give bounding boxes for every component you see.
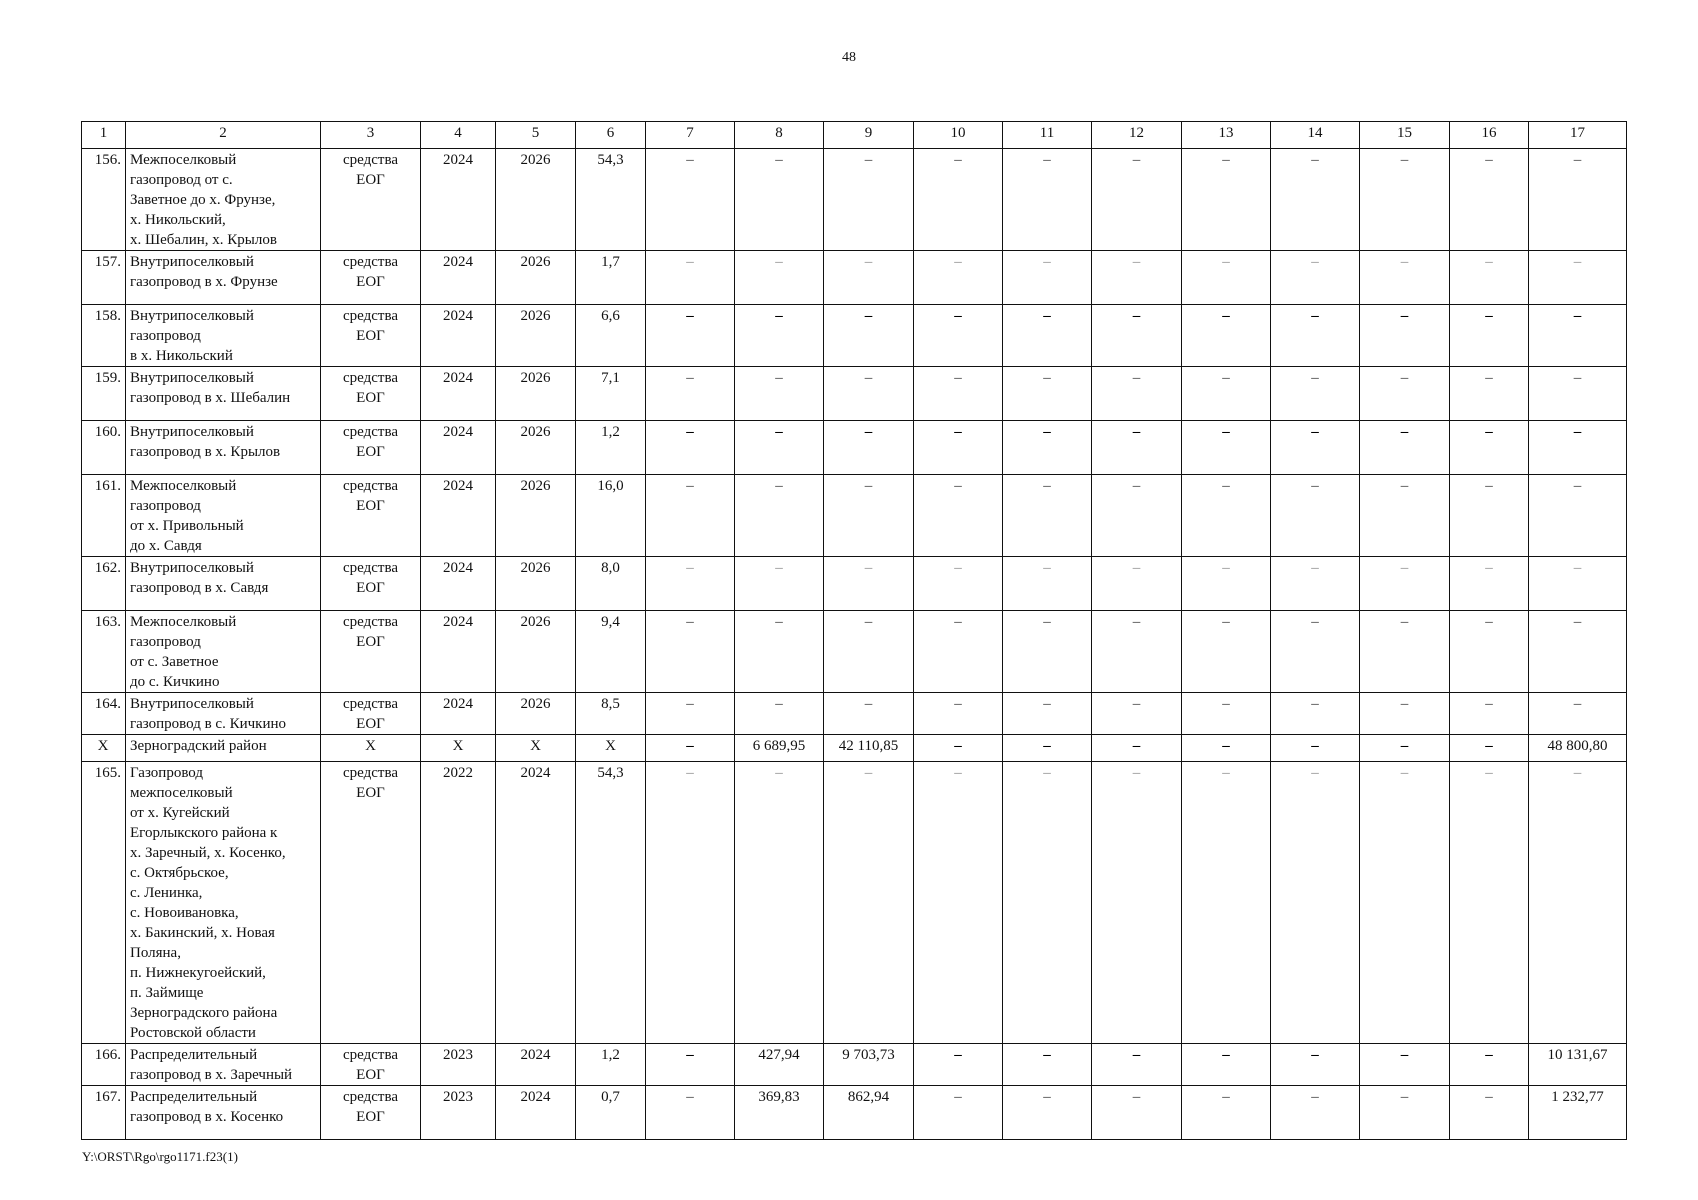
start-year: 2024 bbox=[421, 367, 496, 421]
col-14: – bbox=[1271, 305, 1360, 367]
col-12: – bbox=[1092, 367, 1182, 421]
col-11: – bbox=[1003, 735, 1092, 762]
column-header: 3 bbox=[321, 122, 421, 149]
col-11: – bbox=[1003, 149, 1092, 251]
length: 16,0 bbox=[576, 475, 646, 557]
end-year: 2026 bbox=[496, 693, 576, 735]
col-11: – bbox=[1003, 367, 1092, 421]
col-8: 369,83 bbox=[735, 1086, 824, 1140]
row-number: 158. bbox=[82, 305, 126, 367]
col-13: – bbox=[1182, 305, 1271, 367]
col-11: – bbox=[1003, 251, 1092, 305]
col-15: – bbox=[1360, 611, 1450, 693]
column-header: 11 bbox=[1003, 122, 1092, 149]
table-row bbox=[82, 305, 1627, 367]
col-8: – bbox=[735, 421, 824, 475]
column-header: 4 bbox=[421, 122, 496, 149]
col-10: – bbox=[914, 1044, 1003, 1086]
col-8: 427,94 bbox=[735, 1044, 824, 1086]
col-7: – bbox=[646, 762, 735, 1044]
col-17: – bbox=[1529, 421, 1627, 475]
col-10: – bbox=[914, 421, 1003, 475]
col-13: – bbox=[1182, 762, 1271, 1044]
col-16: – bbox=[1450, 251, 1529, 305]
start-year: 2024 bbox=[421, 475, 496, 557]
col-12: – bbox=[1092, 1044, 1182, 1086]
col-9: – bbox=[824, 762, 914, 1044]
col-15: – bbox=[1360, 305, 1450, 367]
col-14: – bbox=[1271, 762, 1360, 1044]
col-9: – bbox=[824, 149, 914, 251]
column-header: 14 bbox=[1271, 122, 1360, 149]
col-14: – bbox=[1271, 611, 1360, 693]
end-year: 2026 bbox=[496, 475, 576, 557]
col-17: – bbox=[1529, 149, 1627, 251]
length: 54,3 bbox=[576, 762, 646, 1044]
col-9: – bbox=[824, 693, 914, 735]
start-year: 2022 bbox=[421, 762, 496, 1044]
end-year: 2026 bbox=[496, 611, 576, 693]
column-header: 17 bbox=[1529, 122, 1627, 149]
table-row bbox=[82, 557, 1627, 611]
col-17: – bbox=[1529, 693, 1627, 735]
column-header: 8 bbox=[735, 122, 824, 149]
table-header bbox=[82, 122, 1627, 149]
column-header: 5 bbox=[496, 122, 576, 149]
funding-source: средства ЕОГ bbox=[321, 557, 421, 611]
col-7: – bbox=[646, 735, 735, 762]
col-17: – bbox=[1529, 367, 1627, 421]
col-15: – bbox=[1360, 1044, 1450, 1086]
col-16: – bbox=[1450, 1044, 1529, 1086]
length: 1,2 bbox=[576, 1044, 646, 1086]
col-13: – bbox=[1182, 1086, 1271, 1140]
col-14: – bbox=[1271, 693, 1360, 735]
col-15: – bbox=[1360, 475, 1450, 557]
col-12: – bbox=[1092, 693, 1182, 735]
start-year: 2024 bbox=[421, 693, 496, 735]
funding-source: X bbox=[321, 735, 421, 762]
col-12: – bbox=[1092, 305, 1182, 367]
header-row bbox=[82, 122, 1627, 149]
object-name: Межпоселковый газопровод от с. Заветное до с. Кичкино bbox=[126, 611, 321, 693]
object-name: Внутрипоселковый газопровод в с. Кичкино bbox=[126, 693, 321, 735]
table-body bbox=[82, 149, 1627, 1140]
col-15: – bbox=[1360, 251, 1450, 305]
funding-source: средства ЕОГ bbox=[321, 149, 421, 251]
funding-source: средства ЕОГ bbox=[321, 762, 421, 1044]
column-header: 1 bbox=[82, 122, 126, 149]
start-year: 2024 bbox=[421, 557, 496, 611]
col-9: – bbox=[824, 475, 914, 557]
data-table bbox=[81, 121, 1627, 1140]
col-8: – bbox=[735, 149, 824, 251]
start-year: 2024 bbox=[421, 251, 496, 305]
col-9: 862,94 bbox=[824, 1086, 914, 1140]
end-year: 2026 bbox=[496, 251, 576, 305]
object-name: Внутрипоселковый газопровод в х. Шебалин bbox=[126, 367, 321, 421]
col-14: – bbox=[1271, 1044, 1360, 1086]
col-7: – bbox=[646, 1044, 735, 1086]
col-8: – bbox=[735, 475, 824, 557]
col-10: – bbox=[914, 557, 1003, 611]
object-name: Внутрипоселковый газопровод в х. Крылов bbox=[126, 421, 321, 475]
col-7: – bbox=[646, 611, 735, 693]
col-9: 42 110,85 bbox=[824, 735, 914, 762]
object-name: Внутрипоселковый газопровод в х. Фрунзе bbox=[126, 251, 321, 305]
row-number: 163. bbox=[82, 611, 126, 693]
col-12: – bbox=[1092, 762, 1182, 1044]
col-14: – bbox=[1271, 475, 1360, 557]
col-13: – bbox=[1182, 557, 1271, 611]
col-13: – bbox=[1182, 475, 1271, 557]
start-year: 2023 bbox=[421, 1086, 496, 1140]
col-8: 6 689,95 bbox=[735, 735, 824, 762]
object-name: Межпоселковый газопровод от с. Заветное до х. Фрунзе, х. Никольский, х. Шебалин, х. Крылов bbox=[126, 149, 321, 251]
end-year: X bbox=[496, 735, 576, 762]
col-13: – bbox=[1182, 1044, 1271, 1086]
start-year: 2024 bbox=[421, 149, 496, 251]
col-14: – bbox=[1271, 251, 1360, 305]
col-7: – bbox=[646, 251, 735, 305]
table-row bbox=[82, 762, 1627, 1044]
col-11: – bbox=[1003, 1086, 1092, 1140]
length: 8,0 bbox=[576, 557, 646, 611]
table-row bbox=[82, 611, 1627, 693]
col-10: – bbox=[914, 305, 1003, 367]
row-number: 156. bbox=[82, 149, 126, 251]
col-9: – bbox=[824, 251, 914, 305]
col-10: – bbox=[914, 611, 1003, 693]
length: 54,3 bbox=[576, 149, 646, 251]
col-16: – bbox=[1450, 557, 1529, 611]
col-7: – bbox=[646, 149, 735, 251]
col-12: – bbox=[1092, 735, 1182, 762]
col-12: – bbox=[1092, 475, 1182, 557]
length: 7,1 bbox=[576, 367, 646, 421]
page-number: 48 bbox=[842, 50, 856, 65]
start-year: 2023 bbox=[421, 1044, 496, 1086]
row-number: 159. bbox=[82, 367, 126, 421]
col-10: – bbox=[914, 1086, 1003, 1140]
col-16: – bbox=[1450, 1086, 1529, 1140]
end-year: 2024 bbox=[496, 1086, 576, 1140]
col-17: – bbox=[1529, 475, 1627, 557]
table-row bbox=[82, 693, 1627, 735]
column-header: 10 bbox=[914, 122, 1003, 149]
col-11: – bbox=[1003, 421, 1092, 475]
col-9: – bbox=[824, 305, 914, 367]
length: 1,2 bbox=[576, 421, 646, 475]
col-15: – bbox=[1360, 367, 1450, 421]
start-year: 2024 bbox=[421, 611, 496, 693]
col-17: 10 131,67 bbox=[1529, 1044, 1627, 1086]
col-8: – bbox=[735, 611, 824, 693]
start-year: X bbox=[421, 735, 496, 762]
column-header: 12 bbox=[1092, 122, 1182, 149]
col-12: – bbox=[1092, 1086, 1182, 1140]
col-8: – bbox=[735, 251, 824, 305]
table-row bbox=[82, 149, 1627, 251]
col-8: – bbox=[735, 367, 824, 421]
row-number: X bbox=[82, 735, 126, 762]
col-12: – bbox=[1092, 557, 1182, 611]
col-14: – bbox=[1271, 149, 1360, 251]
col-15: – bbox=[1360, 149, 1450, 251]
col-12: – bbox=[1092, 149, 1182, 251]
col-17: 48 800,80 bbox=[1529, 735, 1627, 762]
col-9: – bbox=[824, 611, 914, 693]
col-16: – bbox=[1450, 421, 1529, 475]
col-9: – bbox=[824, 557, 914, 611]
col-14: – bbox=[1271, 367, 1360, 421]
col-16: – bbox=[1450, 762, 1529, 1044]
column-header: 6 bbox=[576, 122, 646, 149]
table-row bbox=[82, 1086, 1627, 1140]
funding-source: средства ЕОГ bbox=[321, 251, 421, 305]
col-10: – bbox=[914, 735, 1003, 762]
funding-source: средства ЕОГ bbox=[321, 611, 421, 693]
column-header: 15 bbox=[1360, 122, 1450, 149]
col-14: – bbox=[1271, 421, 1360, 475]
col-8: – bbox=[735, 762, 824, 1044]
col-11: – bbox=[1003, 693, 1092, 735]
col-16: – bbox=[1450, 149, 1529, 251]
object-name: Зерноградский район bbox=[126, 735, 321, 762]
col-14: – bbox=[1271, 735, 1360, 762]
col-16: – bbox=[1450, 735, 1529, 762]
col-8: – bbox=[735, 557, 824, 611]
col-12: – bbox=[1092, 251, 1182, 305]
row-number: 165. bbox=[82, 762, 126, 1044]
col-13: – bbox=[1182, 735, 1271, 762]
col-15: – bbox=[1360, 762, 1450, 1044]
col-15: – bbox=[1360, 693, 1450, 735]
end-year: 2024 bbox=[496, 1044, 576, 1086]
col-13: – bbox=[1182, 611, 1271, 693]
col-16: – bbox=[1450, 305, 1529, 367]
col-7: – bbox=[646, 475, 735, 557]
table-row bbox=[82, 251, 1627, 305]
col-10: – bbox=[914, 693, 1003, 735]
length: X bbox=[576, 735, 646, 762]
end-year: 2026 bbox=[496, 421, 576, 475]
column-header: 16 bbox=[1450, 122, 1529, 149]
col-14: – bbox=[1271, 557, 1360, 611]
col-10: – bbox=[914, 367, 1003, 421]
col-12: – bbox=[1092, 421, 1182, 475]
row-number: 164. bbox=[82, 693, 126, 735]
row-number: 162. bbox=[82, 557, 126, 611]
col-17: – bbox=[1529, 611, 1627, 693]
col-13: – bbox=[1182, 421, 1271, 475]
col-7: – bbox=[646, 367, 735, 421]
length: 9,4 bbox=[576, 611, 646, 693]
col-11: – bbox=[1003, 305, 1092, 367]
column-header: 2 bbox=[126, 122, 321, 149]
col-9: 9 703,73 bbox=[824, 1044, 914, 1086]
footer-path: Y:\ORST\Rgo\rgo1171.f23(1) bbox=[82, 1149, 238, 1164]
col-8: – bbox=[735, 693, 824, 735]
col-11: – bbox=[1003, 762, 1092, 1044]
col-15: – bbox=[1360, 421, 1450, 475]
length: 0,7 bbox=[576, 1086, 646, 1140]
col-17: – bbox=[1529, 251, 1627, 305]
col-7: – bbox=[646, 557, 735, 611]
length: 6,6 bbox=[576, 305, 646, 367]
col-7: – bbox=[646, 305, 735, 367]
col-16: – bbox=[1450, 475, 1529, 557]
col-9: – bbox=[824, 367, 914, 421]
table-row bbox=[82, 367, 1627, 421]
col-7: – bbox=[646, 421, 735, 475]
start-year: 2024 bbox=[421, 421, 496, 475]
row-number: 166. bbox=[82, 1044, 126, 1086]
end-year: 2024 bbox=[496, 762, 576, 1044]
start-year: 2024 bbox=[421, 305, 496, 367]
col-11: – bbox=[1003, 1044, 1092, 1086]
column-header: 13 bbox=[1182, 122, 1271, 149]
table-row bbox=[82, 1044, 1627, 1086]
col-17: – bbox=[1529, 557, 1627, 611]
col-16: – bbox=[1450, 693, 1529, 735]
funding-source: средства ЕОГ bbox=[321, 1044, 421, 1086]
column-header: 9 bbox=[824, 122, 914, 149]
funding-source: средства ЕОГ bbox=[321, 367, 421, 421]
col-10: – bbox=[914, 475, 1003, 557]
funding-source: средства ЕОГ bbox=[321, 693, 421, 735]
end-year: 2026 bbox=[496, 367, 576, 421]
end-year: 2026 bbox=[496, 149, 576, 251]
col-15: – bbox=[1360, 735, 1450, 762]
col-11: – bbox=[1003, 611, 1092, 693]
col-8: – bbox=[735, 305, 824, 367]
row-number: 161. bbox=[82, 475, 126, 557]
district-row bbox=[82, 735, 1627, 762]
col-10: – bbox=[914, 251, 1003, 305]
col-17: 1 232,77 bbox=[1529, 1086, 1627, 1140]
end-year: 2026 bbox=[496, 305, 576, 367]
funding-source: средства ЕОГ bbox=[321, 1086, 421, 1140]
funding-source: средства ЕОГ bbox=[321, 475, 421, 557]
row-number: 160. bbox=[82, 421, 126, 475]
object-name: Газопровод межпоселковый от х. Кугейский Егорлыкского района к х. Заречный, х. Косенко, с. Октябрьское, с. Ленинка, с. Новоивановка, х. Бакинский, х. Новая Поляна, п. Нижнекугоейский, п. Займище Зерноградского района Ростовской области bbox=[126, 762, 321, 1044]
column-header: 7 bbox=[646, 122, 735, 149]
funding-source: средства ЕОГ bbox=[321, 421, 421, 475]
object-name: Межпоселковый газопровод от х. Привольный до х. Савдя bbox=[126, 475, 321, 557]
table-row bbox=[82, 421, 1627, 475]
col-11: – bbox=[1003, 475, 1092, 557]
table-row bbox=[82, 475, 1627, 557]
object-name: Внутрипоселковый газопровод в х. Савдя bbox=[126, 557, 321, 611]
col-16: – bbox=[1450, 611, 1529, 693]
col-10: – bbox=[914, 149, 1003, 251]
col-13: – bbox=[1182, 149, 1271, 251]
length: 1,7 bbox=[576, 251, 646, 305]
col-17: – bbox=[1529, 762, 1627, 1044]
col-10: – bbox=[914, 762, 1003, 1044]
col-13: – bbox=[1182, 251, 1271, 305]
object-name: Распределительный газопровод в х. Заречный bbox=[126, 1044, 321, 1086]
object-name: Распределительный газопровод в х. Косенко bbox=[126, 1086, 321, 1140]
col-17: – bbox=[1529, 305, 1627, 367]
row-number: 167. bbox=[82, 1086, 126, 1140]
length: 8,5 bbox=[576, 693, 646, 735]
col-13: – bbox=[1182, 693, 1271, 735]
col-7: – bbox=[646, 693, 735, 735]
col-16: – bbox=[1450, 367, 1529, 421]
col-15: – bbox=[1360, 1086, 1450, 1140]
col-12: – bbox=[1092, 611, 1182, 693]
col-15: – bbox=[1360, 557, 1450, 611]
funding-source: средства ЕОГ bbox=[321, 305, 421, 367]
col-13: – bbox=[1182, 367, 1271, 421]
col-11: – bbox=[1003, 557, 1092, 611]
end-year: 2026 bbox=[496, 557, 576, 611]
col-9: – bbox=[824, 421, 914, 475]
col-7: – bbox=[646, 1086, 735, 1140]
object-name: Внутрипоселковый газопровод в х. Никольский bbox=[126, 305, 321, 367]
row-number: 157. bbox=[82, 251, 126, 305]
col-14: – bbox=[1271, 1086, 1360, 1140]
